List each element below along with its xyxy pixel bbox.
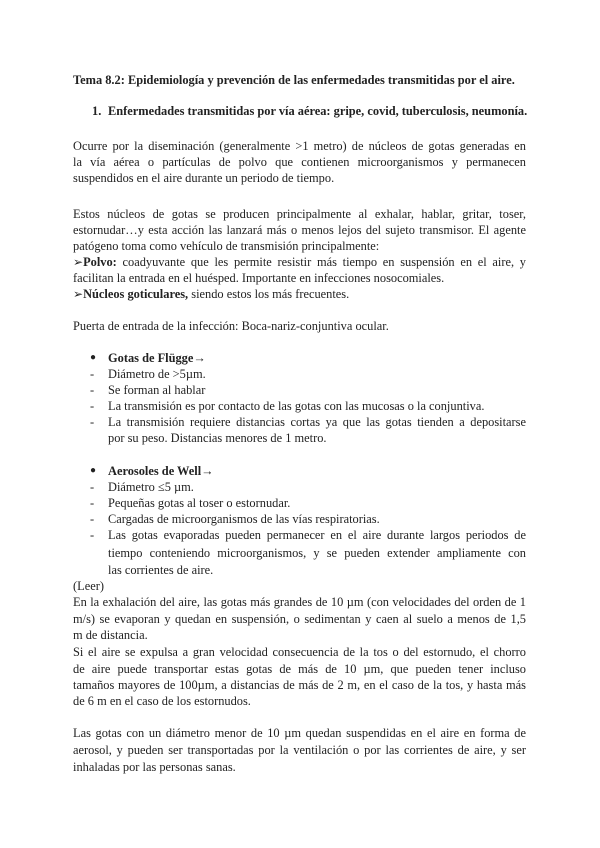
- section-number: 1.: [92, 104, 102, 118]
- flugge-heading: Gotas de Flügge→: [108, 351, 206, 365]
- paragraph-line: Ocurre por la diseminación (generalmente >1 metro) de núcleos de gotas generadas en: [73, 139, 526, 153]
- paragraph-line: Si el aire se expulsa a gran velocidad consecuencia de la tos o del estornudo, el chorro: [73, 645, 526, 659]
- paragraph-line: aerosol, y pueden ser transportadas por la ventilación o por las corrientes de aire, y ser: [73, 743, 526, 757]
- leer-note: (Leer): [73, 579, 104, 593]
- list-item: Diámetro ≤5 µm.: [108, 480, 194, 494]
- polvo-text: coadyuvante que les permite resistir más tiempo en suspensión en el aire, y: [116, 255, 526, 269]
- polvo-line-2: facilitan la entrada en el huésped. Importante en infecciones nosocomiales.: [73, 271, 445, 285]
- bullet-icon: ●: [90, 465, 97, 476]
- paragraph-line: la vía aérea o partículas de polvo que contienen microorganismos y permanecen: [73, 155, 526, 169]
- dash-icon: -: [90, 399, 95, 413]
- well-heading: Aerosoles de Well→: [108, 464, 214, 478]
- paragraph-line: inhaladas por las personas sanas.: [73, 760, 236, 774]
- polvo-line: [73, 254, 526, 270]
- polvo-label: Polvo:: [83, 255, 117, 269]
- paragraph-line: patógeno toma como vehículo de transmisión principalmente:: [73, 239, 380, 253]
- section-heading: Enfermedades transmitidas por vía aérea: gripe, covid, tuberculosis, neumonía.: [108, 104, 528, 118]
- arrow-bullet-icon: ➢: [73, 287, 84, 301]
- paragraph-line: m/s) se evaporan y quedan en suspensión, o sedimentan y caen al suelo a menos de 1,5: [73, 612, 526, 626]
- nucleos-label: Núcleos goticulares,: [83, 287, 189, 301]
- paragraph-line: En la exhalación del aire, las gotas más grandes de 10 µm (con velocidades del orden de 1: [73, 595, 526, 609]
- dash-icon: -: [90, 383, 95, 397]
- list-item-continuation: las corrientes de aire.: [108, 563, 214, 577]
- paragraph-line: estornudar…y esta acción las lanzará más o menos lejos del sujeto transmisor. El agente: [73, 223, 526, 237]
- dash-icon: -: [90, 415, 95, 429]
- dash-icon: -: [90, 496, 95, 510]
- paragraph-line: Las gotas con un diámetro menor de 10 µm quedan suspendidas en el aire en forma de: [73, 726, 526, 740]
- nucleos-text: siendo estos los más frecuentes.: [188, 287, 350, 301]
- list-item-continuation: por su peso. Distancias menores de 1 metro.: [108, 431, 327, 445]
- nucleos-line: [73, 286, 349, 302]
- arrow-bullet-icon: ➢: [73, 255, 84, 269]
- list-item: Diámetro de >5µm.: [108, 367, 206, 381]
- list-item: Las gotas evaporadas pueden permanecer en el aire durante largos periodos de: [108, 528, 526, 542]
- dash-icon: -: [90, 528, 95, 542]
- list-item: La transmisión es por contacto de las gotas con las mucosas o la conjuntiva.: [108, 399, 485, 413]
- list-item: La transmisión requiere distancias cortas ya que las gotas tienden a depositarse: [108, 415, 526, 429]
- paragraph-line: Estos núcleos de gotas se producen principalmente al exhalar, hablar, gritar, toser,: [73, 207, 526, 221]
- paragraph-line: m de distancia.: [73, 628, 148, 642]
- puerta-line: Puerta de entrada de la infección: Boca-nariz-conjuntiva ocular.: [73, 319, 389, 333]
- list-item: Se forman al hablar: [108, 383, 206, 397]
- paragraph-line: tamaños mayores de 100µm, a distancias de más de 2 m, en el caso de la tos, y hasta más: [73, 678, 526, 692]
- document-title: Tema 8.2: Epidemiología y prevención de las enfermedades transmitidas por el aire.: [73, 73, 515, 87]
- bullet-icon: ●: [90, 352, 97, 363]
- dash-icon: -: [90, 367, 95, 381]
- dash-icon: -: [90, 512, 95, 526]
- list-item-continuation: tiempo conteniendo microorganismos, y se pueden extender ampliamente con: [108, 546, 526, 560]
- paragraph-line: de aire puede transportar estas gotas de más de 10 µm, que pueden tener incluso: [73, 662, 526, 676]
- paragraph-line: de 6 m en el caso de los estornudos.: [73, 694, 251, 708]
- dash-icon: -: [90, 480, 95, 494]
- list-item: Pequeñas gotas al toser o estornudar.: [108, 496, 291, 510]
- list-item: Cargadas de microorganismos de las vías respiratorias.: [108, 512, 380, 526]
- paragraph-line: suspendidos en el aire durante un periodo de tiempo.: [73, 171, 335, 185]
